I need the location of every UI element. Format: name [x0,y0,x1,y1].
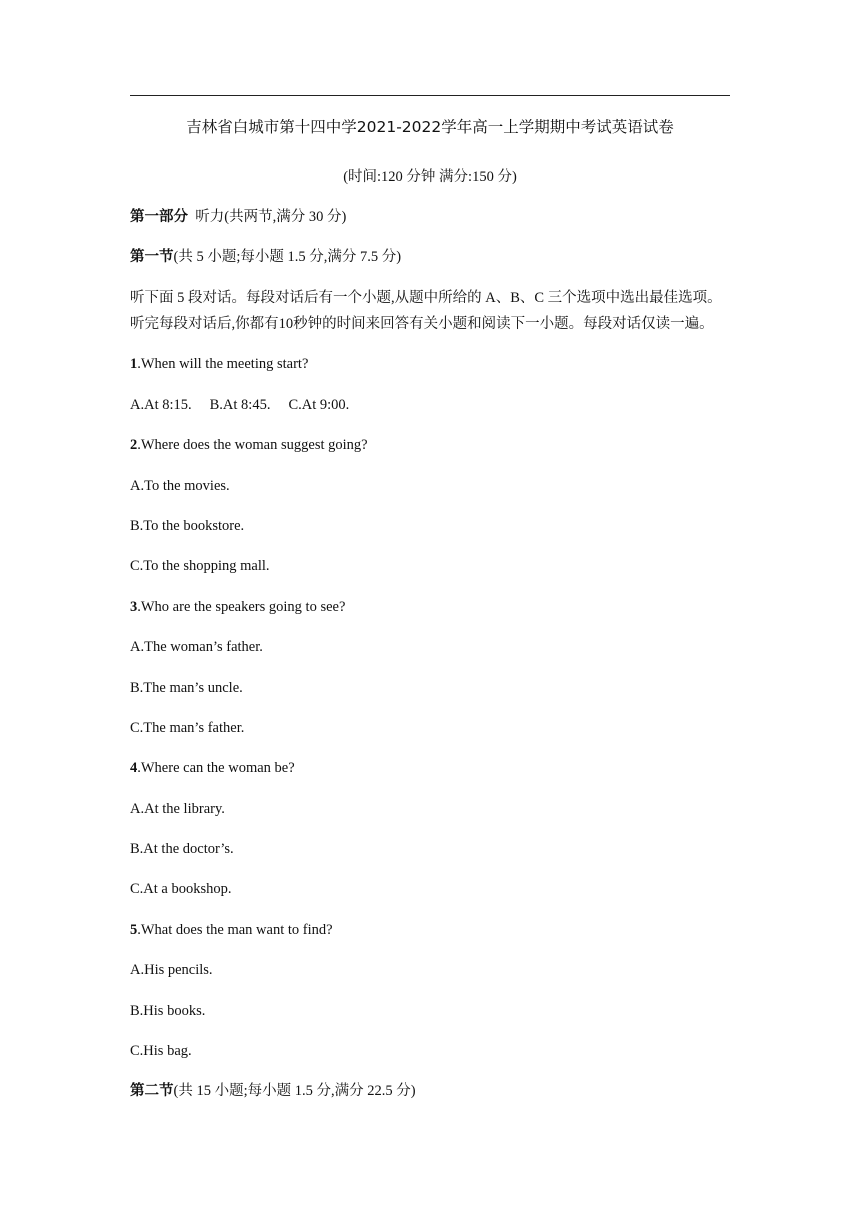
option-c: C.At 9:00. [288,397,350,413]
option-c: C.The man’s father. [130,720,245,736]
question-number: 4 [130,760,138,776]
option-a: A.The woman’s father. [130,639,263,655]
section2-heading-detail: (共 15 小题;每小题 1.5 分,满分 22.5 分) [173,1083,416,1099]
section2-heading-label: 第二节 [130,1083,174,1099]
question-1 [130,354,308,374]
option-a: A.At the library. [130,801,225,817]
option-c: C.To the shopping mall. [130,558,270,574]
question-1-options [130,395,349,415]
option-b: B.The man’s uncle. [130,680,243,696]
option-b: B.His books. [130,1003,206,1019]
option-b: B.At the doctor’s. [130,841,234,857]
option-a: A.At 8:15. [130,397,192,413]
section2-heading [130,1081,416,1101]
question-4 [130,758,295,778]
part1-heading-label: 第一部分 [130,209,188,225]
question-text: .Where can the woman be? [137,760,295,776]
question-number: 5 [130,922,138,938]
option-a: A.To the movies. [130,478,230,494]
section1-heading-label: 第一节 [130,249,174,265]
option-a: A.His pencils. [130,962,213,978]
question-3 [130,597,345,617]
section1-heading [130,247,401,267]
section1-instructions-line1: 听下面 5 段对话。每段对话后有一个小题,从题中所给的 A、B、C 三个选项中选出最佳选项。 [130,290,722,306]
section1-heading-detail: (共 5 小题;每小题 1.5 分,满分 7.5 分) [173,249,402,265]
document-title: 吉林省白城市第十四中学2021-2022学年高一上学期期中考试英语试卷 [186,118,674,136]
question-number: 2 [130,437,138,453]
exam-time-score: (时间:120 分钟 满分:150 分) [343,169,517,185]
question-number: 1 [130,356,138,372]
option-c: C.At a bookshop. [130,881,232,897]
question-number: 3 [130,599,138,615]
part1-heading [130,207,346,227]
section1-instructions-line2: 听完每段对话后,你都有10秒钟的时间来回答有关小题和阅读下一小题。每段对话仅读一遍。 [130,316,714,332]
header-rule [130,95,730,96]
question-text: .Where does the woman suggest going? [137,437,368,453]
part1-heading-detail: 听力(共两节,满分 30 分) [188,209,347,225]
question-text: .What does the man want to find? [137,922,333,938]
option-c: C.His bag. [130,1043,192,1059]
question-2 [130,435,368,455]
option-b: B.To the bookstore. [130,518,245,534]
question-text: .Who are the speakers going to see? [137,599,346,615]
question-text: .When will the meeting start? [137,356,309,372]
option-b: B.At 8:45. [209,397,271,413]
question-5 [130,920,333,940]
